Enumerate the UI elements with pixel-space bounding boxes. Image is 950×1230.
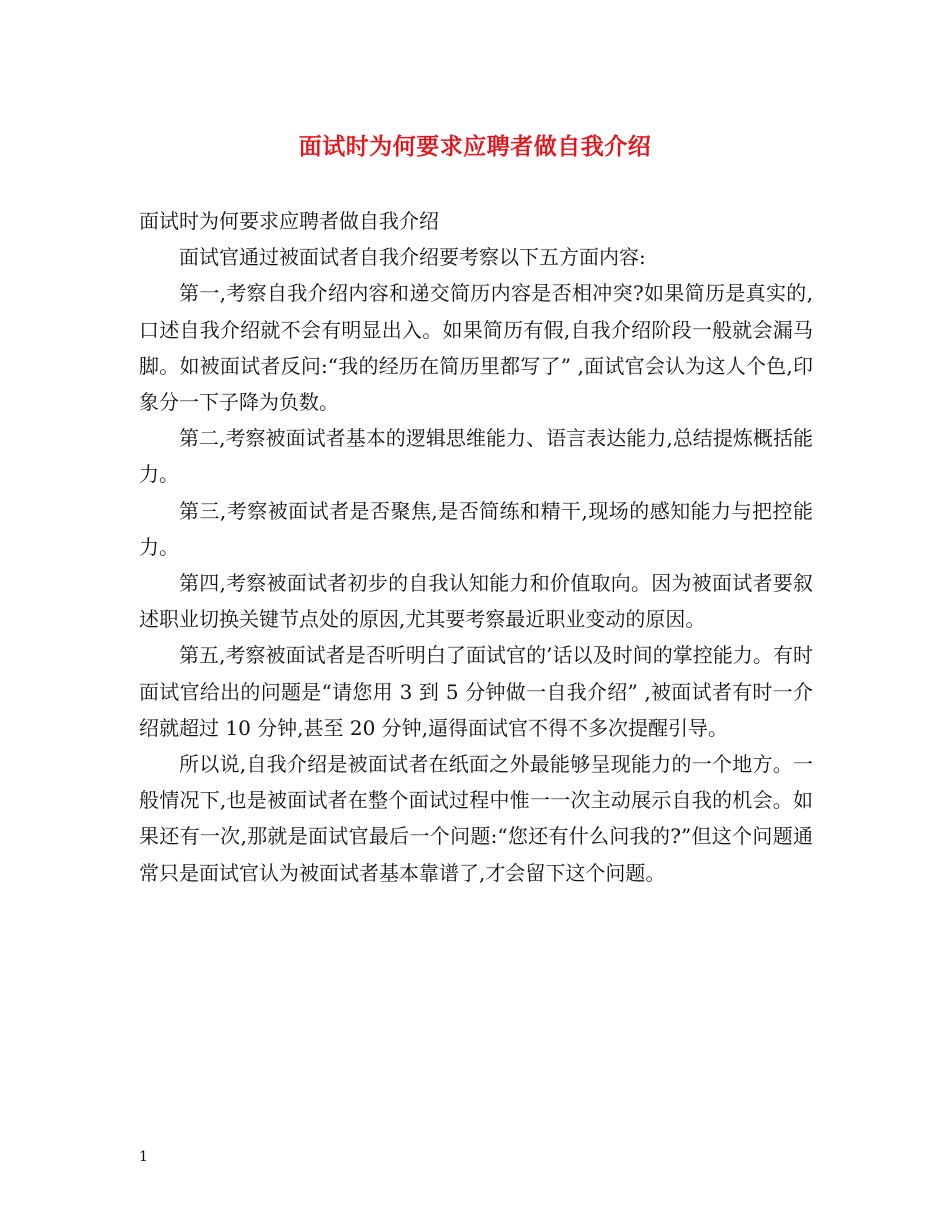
point-two-paragraph: 第二,考察被面试者基本的逻辑思维能力、语言表达能力,总结提炼概括能力。 (139, 426, 813, 487)
conclusion-paragraph: 所以说,自我介绍是被面试者在纸面之外最能够呈现能力的一个地方。一般情况下,也是被面试者在整个面试过程中惟一一次主动展示自我的机会。如果还有一次,那就是面试官最后一个问题:“您还有什么问我的?”但这个问题通常只是面试官认为被面试者基本靠谱了,才会留下这个问题。 (139, 752, 813, 885)
point-one-paragraph: 第一,考察自我介绍内容和递交简历内容是否相冲突?如果简历是真实的,口述自我介绍就不会有明显出入。如果简历有假,自我介绍阶段一般就会漏马脚。如被面试者反问:“我的经历在简历里都写了” ,面试官会认为这人个色,印象分一下子降为负数。 (139, 281, 813, 415)
document-body (139, 203, 813, 891)
intro-paragraph: 面试官通过被面试者自我介绍要考察以下五方面内容: (179, 245, 646, 270)
point-three-paragraph: 第三,考察被面试者是否聚焦,是否简练和精干,现场的感知能力与把控能力。 (139, 498, 813, 559)
page-number: 1 (139, 1149, 148, 1165)
point-four-paragraph: 第四,考察被面试者初步的自我认知能力和价值取向。因为被面试者要叙述职业切换关键节点处的原因,尤其要考察最近职业变动的原因。 (139, 571, 813, 632)
point-five-paragraph: 第五,考察被面试者是否听明白了面试官的’话以及时间的掌控能力。有时面试官给出的问题是“请您用 3 到 5 分钟做一自我介绍” ,被面试者有时一介绍就超过 10 分钟,甚至 20 分钟,逼得面试官不得不多次提醒引导。 (139, 643, 813, 740)
subtitle-line: 面试时为何要求应聘者做自我介绍 (139, 209, 439, 233)
document-title: 面试时为何要求应聘者做自我介绍 (298, 133, 652, 160)
